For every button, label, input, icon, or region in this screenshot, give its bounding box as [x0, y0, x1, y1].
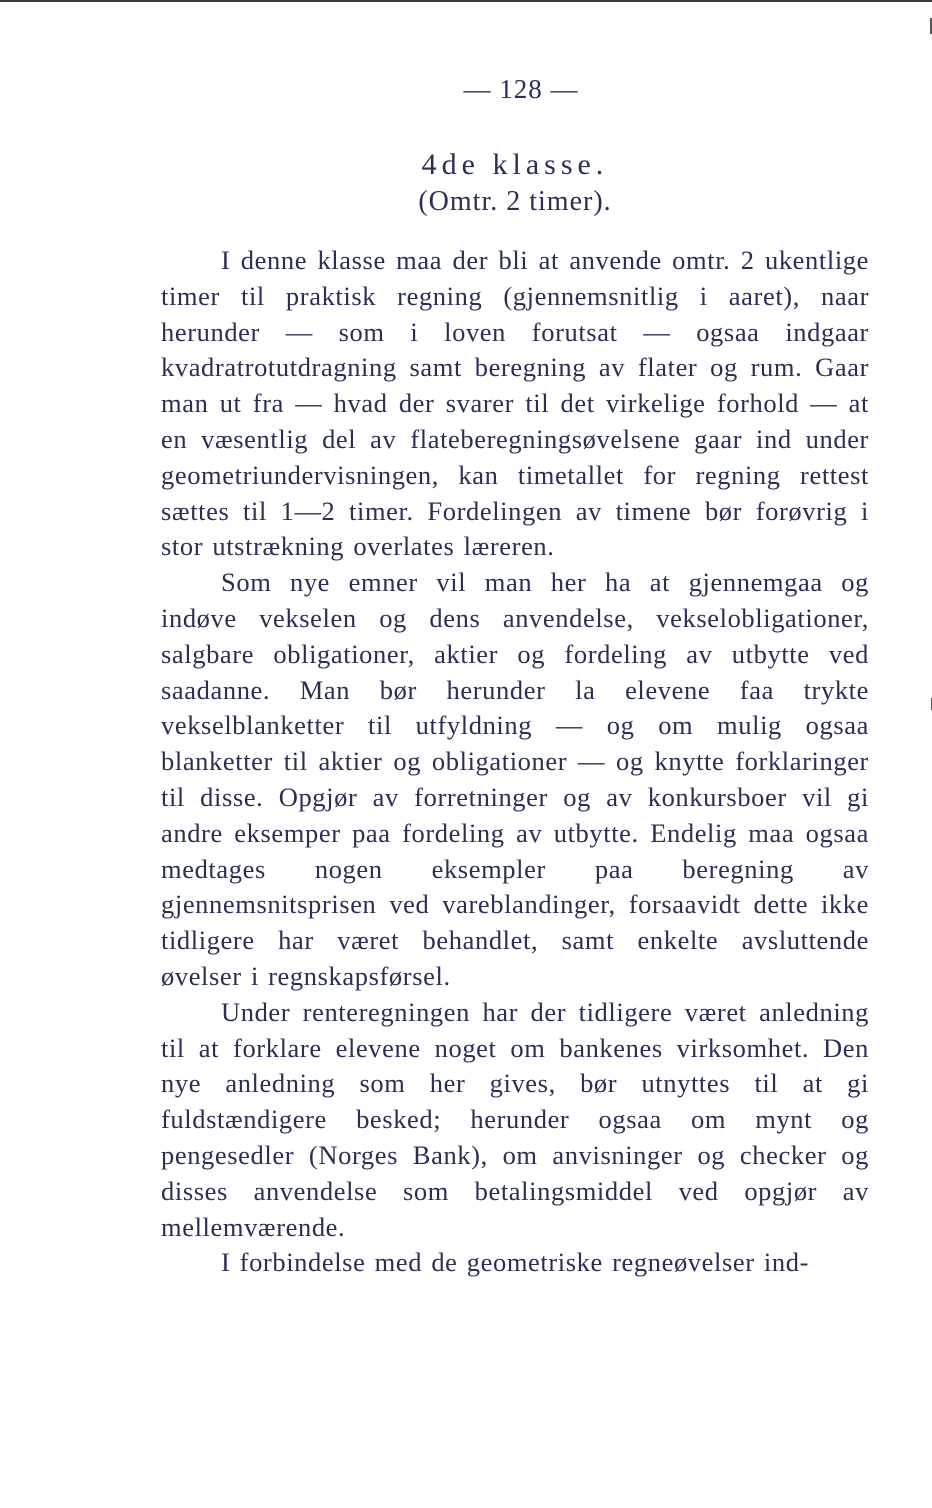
- paragraph: I denne klasse maa der bli at anvende omtr. 2 ukentlige timer til praktisk regning (gjennemsnitlig i aaret), naar herunder — som i loven forutsat — ogsaa indgaar kvadratrotutdragning samt beregning av flater og rum. Gaar man ut fra — hvad der svarer til det virkelige forhold — at en væsentlig del av flateberegningsøvelsene gaar ind under geometriundervisningen, kan timetallet for regning rettest sættes til 1—2 timer. Fordelingen av timene bør forøvrig i stor utstrækning overlates læreren.: [161, 245, 869, 562]
- paragraph: I forbindelse med de geometriske regneøvelser ind-: [221, 1247, 809, 1278]
- paragraph: Som nye emner vil man her ha at gjennemgaa og indøve vekselen og dens anvendelse, vekselobligationer, salgbare obligationer, aktier og fordeling av utbytte ved saadanne. Man bør herunder la elevene faa trykte vekselblanketter til utfyldning — og om mulig ogsaa blanketter til aktier og obligationer — og knytte forklaringer til disse. Opgjør av forretninger og av konkursboer vil gi andre eksemper paa fordeling av utbytte. Endelig maa ogsaa medtages nogen eksempler paa beregning av gjennemsnitsprisen ved vareblandinger, forsaavidt dette ikke tidligere har været behandlet, samt enkelte avsluttende øvelser i regnskapsførsel.: [161, 567, 869, 991]
- top-edge-rule: [0, 0, 932, 2]
- page-number: — 128 —: [463, 74, 579, 104]
- section-subheading: (Omtr. 2 timer).: [418, 186, 612, 217]
- body-text: [161, 243, 869, 1281]
- section-heading: 4de klasse.: [421, 148, 609, 181]
- paragraph: Under renteregningen har der tidligere været anledning til at forklare elevene noget om bankenes virksomhet. Den nye anledning som her gives, bør utnyttes til at gi fuldstændigere besked; herunder ogsaa om mynt og pengesedler (Norges Bank), om anvisninger og checker og disses anvendelse som betalingsmiddel ved opgjør av mellemværende.: [161, 996, 869, 1242]
